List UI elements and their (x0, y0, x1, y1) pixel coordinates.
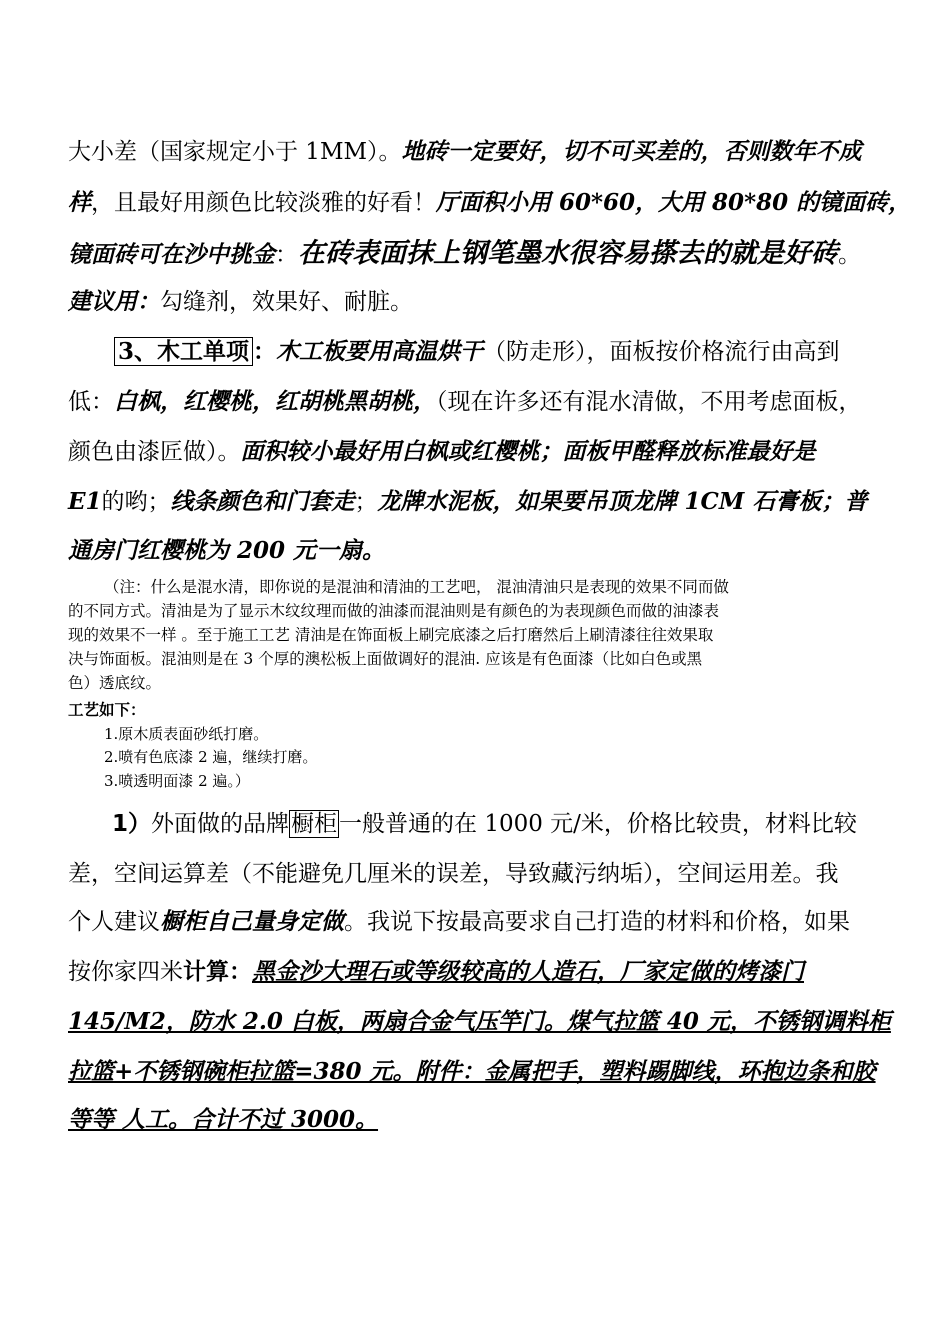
text: 按你家四米 (68, 959, 183, 985)
paragraph-2-line-2 (68, 386, 862, 418)
paragraph-1-line-4 (68, 286, 413, 318)
text: 一般普通的在 1000 元/米，价格比较贵，材料比较 (339, 811, 857, 837)
process-step-3: 3.喷透明面漆 2 遍。） (104, 772, 250, 790)
process-step-2: 2.喷有色底漆 2 遍，继续打磨。 (104, 748, 318, 766)
note-line-2: 的不同方式。清油是为了显示木纹纹理而做的油漆而混油则是有颜色的为表现颜色而做的油漆表 (68, 602, 720, 620)
highlight-text: 在砖表面抹上钢笔墨水很容易搽去的就是好砖 (298, 238, 838, 269)
text: ； (354, 489, 378, 515)
emphasis-text: E1 (68, 488, 102, 515)
text: 大小差（国家规定小于 1MM）。 (68, 139, 402, 165)
paragraph-1-line-1 (68, 136, 862, 168)
text: ，且最好用颜色比较淡雅的好看！ (91, 190, 436, 216)
text: ： (253, 338, 277, 365)
emphasis-text: 龙牌水泥板，如果要吊顶龙牌 1CM 石膏板；普 (377, 488, 868, 515)
paragraph-2-line-4 (68, 486, 867, 518)
paragraph-3-line-6: 拉篮+不锈钢碗柜拉篮=380 元。附件：金属把手，塑料踢脚线，环抱边条和胶 (68, 1058, 876, 1085)
text: ： (275, 242, 298, 268)
note-line-5: 色）透底纹。 (68, 674, 162, 692)
paragraph-3-line-5: 145/M2，防水 2.0 白板，两扇合金气压竿门。煤气拉篮 40 元，不锈钢调料柜 (68, 1008, 891, 1035)
paragraph-3-line-2: 差，空间运算差（不能避免几厘米的误差，导致藏污纳垢），空间运用差。我 (68, 861, 839, 887)
note-line-1: （注：什么是混水清，即你说的是混油和清油的工艺吧， 混油清油只是表现的效果不同而做 (104, 578, 729, 596)
paragraph-3-line-1 (112, 808, 857, 840)
emphasis-text: 样 (68, 189, 91, 216)
text: 。我说下按最高要求自己打造的材料和价格，如果 (344, 909, 850, 935)
item-number: 1） (112, 811, 152, 837)
text: 颜色由漆匠做）。 (68, 439, 241, 465)
emphasis-text: 厅面积小用 60*60，大用 80*80 的镜面砖， (436, 189, 912, 216)
paragraph-3-line-3 (68, 906, 850, 938)
emphasis-text: 通房门红樱桃为 200 元一扇。 (68, 537, 386, 564)
text: （防走形），面板按价格流行由高到 (483, 339, 840, 365)
paragraph-1-line-2 (68, 187, 911, 219)
process-title: 工艺如下： (68, 701, 146, 719)
paragraph-2-line-1 (114, 336, 840, 368)
text: （现在许多还有混水清做，不用考虑面板， (436, 389, 862, 415)
text: 个人建议 (68, 909, 160, 935)
note-line-3: 现的效果不一样 。至于施工工艺 清油是在饰面板上刷完底漆之后打磨然后上刷清漆往往效果取 (68, 626, 714, 644)
note-line-4: 决与饰面板。混油则是在 3 个厚的澳松板上面做调好的混油. 应该是有色面漆（比如白色或黑 (68, 650, 703, 668)
text: 外面做的品牌 (151, 811, 290, 837)
emphasis-text: 面积较小最好用白枫或红樱桃；面板甲醛释放标准最好是 (240, 438, 816, 465)
emphasis-text: 计算： (183, 958, 252, 985)
paragraph-3-line-4 (68, 956, 804, 988)
text: 。 (838, 242, 861, 268)
emphasis-text: 线条颜色和门套走 (170, 488, 355, 515)
paragraph-3-line-7: 等等 人工。合计不过 3000。 (68, 1106, 379, 1133)
text: 的哟； (101, 489, 171, 515)
text: 勾缝剂，效果好、耐脏。 (160, 289, 413, 315)
section-heading: 3、木工单项 (114, 337, 253, 366)
emphasis-text: 建议用： (68, 288, 160, 315)
text: 低： (68, 389, 114, 415)
emphasis-text: 橱柜自己量身定做 (160, 908, 344, 935)
boxed-term: 橱柜 (291, 811, 338, 837)
emphasis-text: 镜面砖可在沙中挑金 (68, 241, 275, 268)
paragraph-1-line-3 (68, 238, 861, 271)
emphasis-text: 白枫，红樱桃，红胡桃黑胡桃， (114, 388, 436, 415)
underlined-text: 黑金沙大理石或等级较高的人造石，厂家定做的烤漆门 (252, 958, 804, 985)
emphasis-text: 地砖一定要好，切不可买差的，否则数年不成 (401, 138, 862, 165)
paragraph-2-line-3 (68, 436, 816, 468)
emphasis-text: 木工板要用高温烘干 (276, 338, 484, 365)
process-step-1: 1.原木质表面砂纸打磨。 (104, 725, 269, 743)
paragraph-2-line-5 (68, 535, 385, 567)
